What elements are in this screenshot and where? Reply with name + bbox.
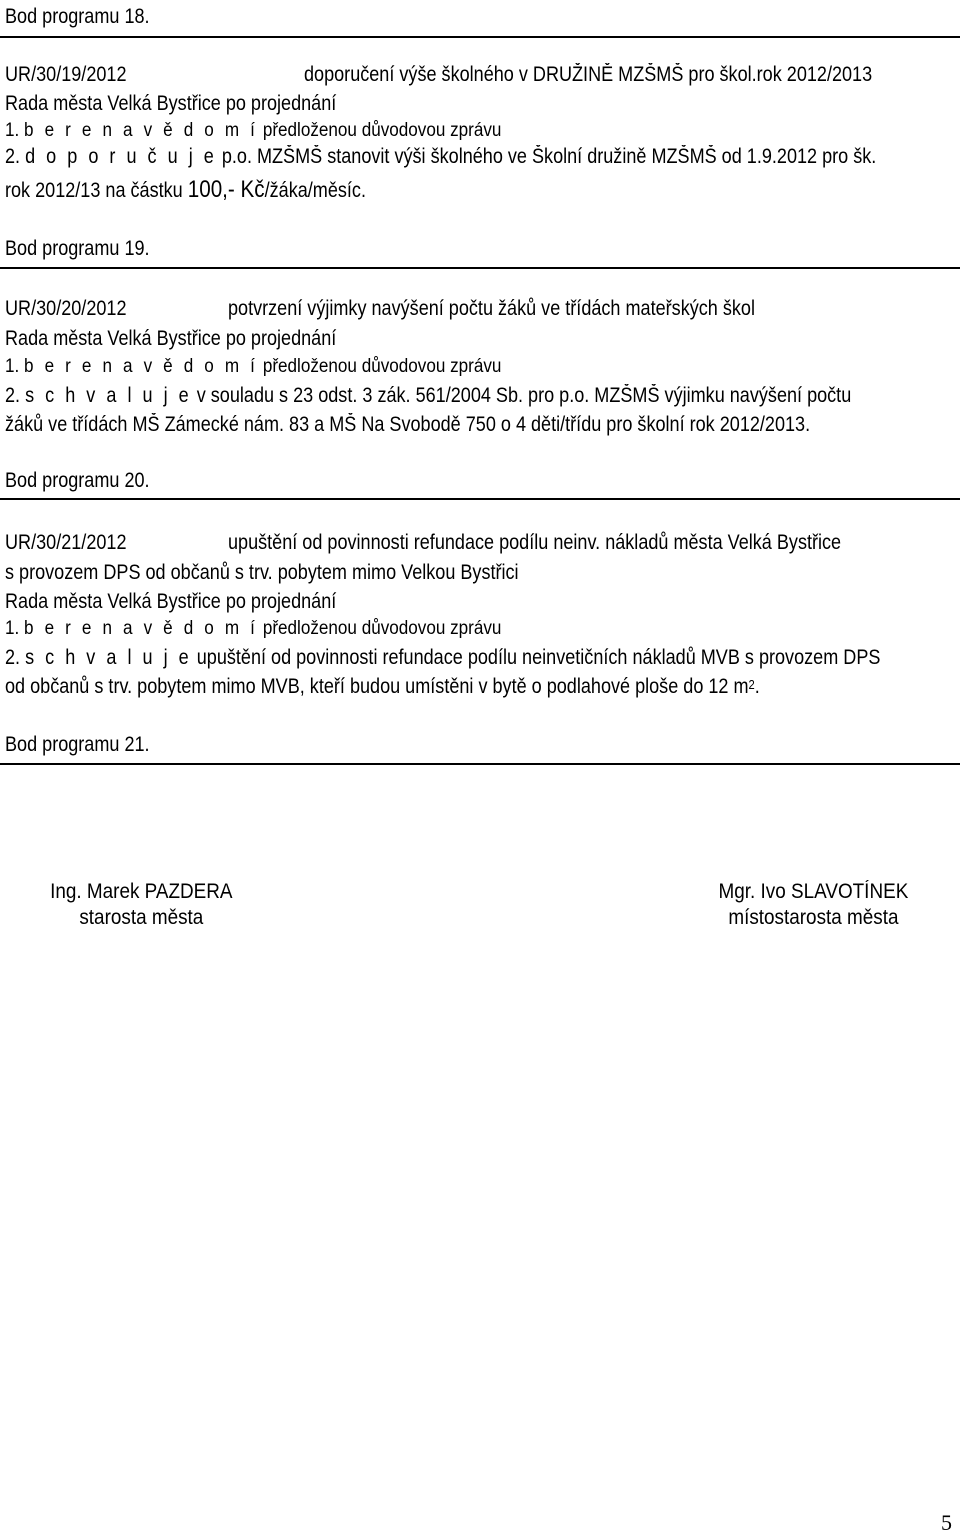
item-text: předloženou důvodovou zprávu bbox=[262, 618, 502, 639]
resolution-code-18: UR/30/19/2012 bbox=[5, 63, 127, 86]
item-number: 1. bbox=[5, 120, 20, 141]
item-number: 1. bbox=[5, 356, 20, 377]
amount: 100,- Kč bbox=[187, 176, 265, 203]
item-verb: b e r e n a v ě d o m í bbox=[24, 120, 259, 141]
item-verb: d o p o r u č u j e bbox=[25, 145, 217, 168]
bod-19-heading: Bod programu 19. bbox=[5, 237, 150, 260]
item1-20 bbox=[5, 616, 501, 642]
resolution-code-20: UR/30/21/2012 bbox=[5, 531, 127, 554]
item2-19 bbox=[5, 383, 851, 409]
bod-20-heading: Bod programu 20. bbox=[5, 469, 150, 492]
item-text: /žáka/měsíc. bbox=[264, 179, 366, 202]
item-text: p.o. MZŠMŠ stanovit výši školného ve Školní družině MZŠMŠ od 1.9.2012 pro šk. bbox=[221, 145, 877, 168]
item-number: 2. bbox=[5, 145, 21, 168]
signatory-name: Mgr. Ivo SLAVOTÍNEK bbox=[718, 880, 909, 903]
divider-19 bbox=[0, 267, 960, 269]
rada-line-20: Rada města Velká Bystřice po projednání bbox=[5, 590, 337, 613]
rada-line-19: Rada města Velká Bystřice po projednání bbox=[5, 327, 337, 350]
item2-18-cont bbox=[5, 177, 366, 204]
signature-right bbox=[719, 879, 909, 931]
item2-18 bbox=[5, 144, 876, 170]
item-text: v souladu s 23 odst. 3 zák. 561/2004 Sb. pro p.o. MZŠMŠ výjimku navýšení počtu bbox=[196, 384, 852, 407]
resolution-title-18: doporučení výše školného v DRUŽINĚ MZŠMŠ pro škol.rok 2012/2013 bbox=[304, 63, 873, 86]
item-text: předloženou důvodovou zprávu bbox=[262, 356, 502, 377]
item-verb: s c h v a l u j e bbox=[25, 384, 192, 407]
page-number: 5 bbox=[941, 1510, 952, 1535]
resolution-title-20-cont: s provozem DPS od občanů s trv. pobytem mimo Velkou Bystřici bbox=[5, 561, 519, 584]
item-number: 2. bbox=[5, 384, 21, 407]
item-text: . bbox=[754, 675, 760, 698]
item2-20-cont bbox=[5, 674, 760, 700]
resolution-code-19: UR/30/20/2012 bbox=[5, 297, 127, 320]
item2-20 bbox=[5, 645, 880, 671]
bod-18-heading: Bod programu 18. bbox=[5, 5, 150, 28]
divider-18 bbox=[0, 36, 960, 38]
signatory-role: místostarosta města bbox=[728, 906, 899, 929]
item-number: 1. bbox=[5, 618, 20, 639]
item-verb: b e r e n a v ě d o m í bbox=[24, 618, 259, 639]
item-verb: s c h v a l u j e bbox=[25, 646, 192, 669]
signatory-name: Ing. Marek PAZDERA bbox=[50, 880, 233, 903]
signature-left bbox=[50, 879, 232, 931]
bod-21-heading: Bod programu 21. bbox=[5, 733, 150, 756]
item-text: předloženou důvodovou zprávu bbox=[262, 120, 502, 141]
item1-18 bbox=[5, 118, 501, 144]
item-text: od občanů s trv. pobytem mimo MVB, kteří budou umístěni v bytě o podlahové ploše do 12 m bbox=[5, 675, 749, 698]
signatory-role: starosta města bbox=[79, 906, 204, 929]
rada-line-18: Rada města Velká Bystřice po projednání bbox=[5, 92, 337, 115]
item-verb: b e r e n a v ě d o m í bbox=[24, 356, 259, 377]
item-number: 2. bbox=[5, 646, 21, 669]
divider-20 bbox=[0, 498, 960, 500]
item2-19-cont: žáků ve třídách MŠ Zámecké nám. 83 a MŠ Na Svobodě 750 o 4 děti/třídu pro školní rok 2012/2013. bbox=[5, 413, 811, 436]
superscript: 2 bbox=[748, 677, 755, 692]
resolution-title-19: potvrzení výjimky navýšení počtu žáků ve třídách mateřských škol bbox=[228, 297, 755, 320]
item-text: rok 2012/13 na částku bbox=[5, 179, 188, 202]
item1-19 bbox=[5, 354, 501, 380]
item-text: upuštění od povinnosti refundace podílu neinvetičních nákladů MVB s provozem DPS bbox=[196, 646, 881, 669]
divider-21 bbox=[0, 763, 960, 765]
resolution-title-20: upuštění od povinnosti refundace podílu neinv. nákladů města Velká Bystřice bbox=[228, 531, 842, 554]
